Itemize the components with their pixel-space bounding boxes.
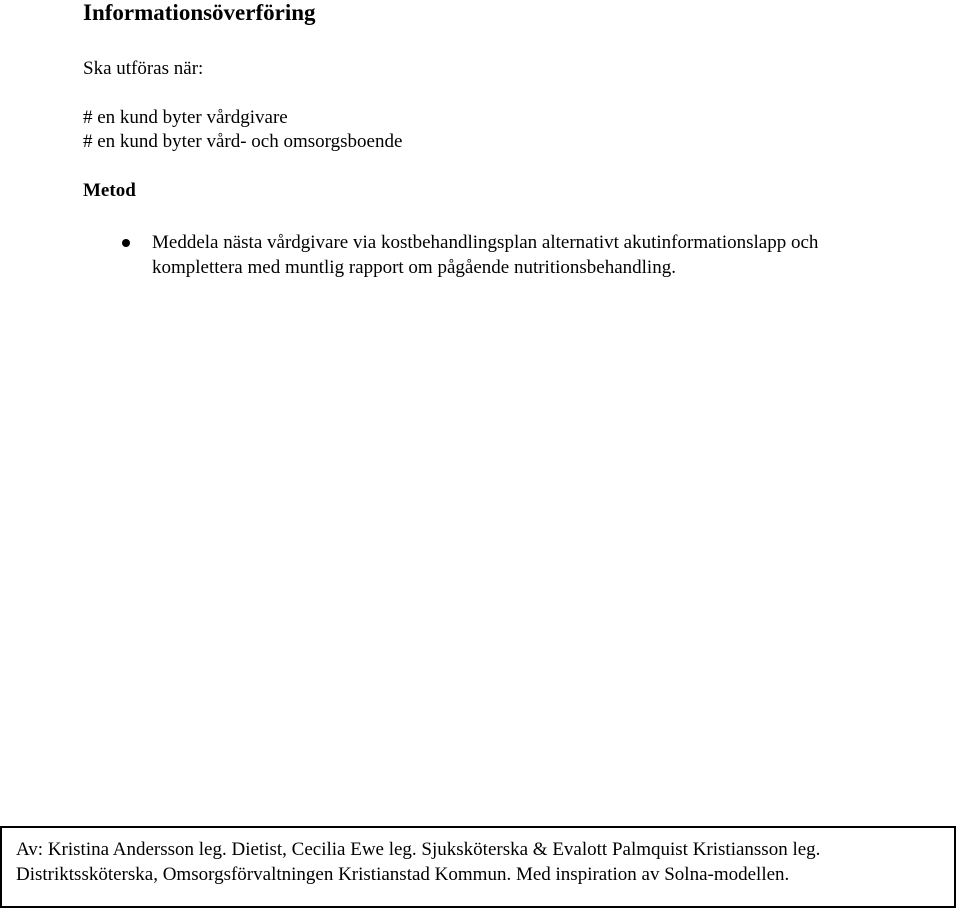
method-bullet-item (152, 230, 912, 280)
case-item: # en kund byter vård- och omsorgsboende (83, 131, 403, 152)
case-list (83, 106, 402, 154)
intro-text: Ska utföras när: (83, 58, 204, 79)
footer-line: Distriktssköterska, Omsorgsförvaltningen Kristianstad Kommun. Med inspiration av Solna-modellen. (16, 864, 790, 885)
footer-line: Av: Kristina Andersson leg. Dietist, Cecilia Ewe leg. Sjuksköterska & Evalott Palmquist Kristiansson leg. (16, 839, 821, 860)
page-title: Informationsöverföring (83, 0, 316, 25)
case-item: # en kund byter vårdgivare (83, 107, 288, 128)
author-footer (0, 826, 956, 908)
method-heading: Metod (83, 180, 136, 201)
bullet-icon (122, 239, 130, 247)
method-bullet-list (152, 230, 912, 280)
method-bullet-text: Meddela nästa vårdgivare via kostbehandlingsplan alternativt akutinformationslapp och komplettera med muntlig rapport om pågående nutritionsbehandling. (152, 232, 819, 278)
